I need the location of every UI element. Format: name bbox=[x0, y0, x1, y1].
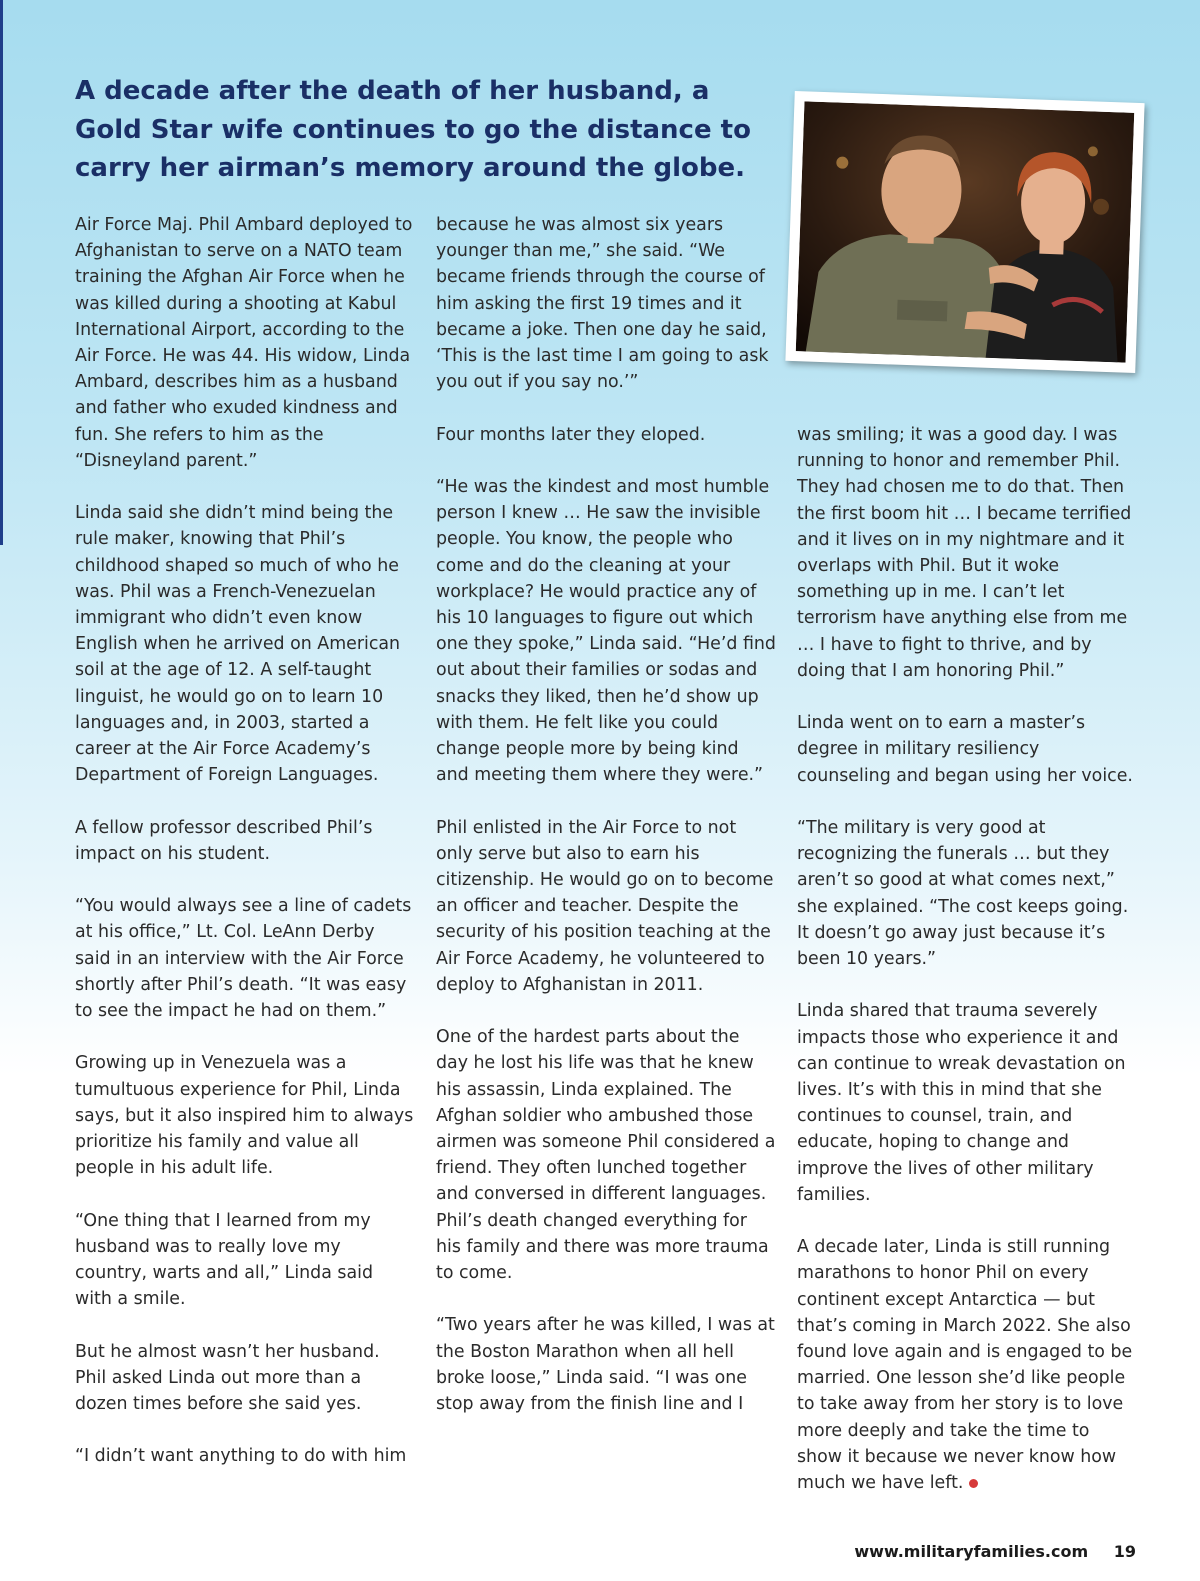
paragraph: Linda said she didn’t mind being the rule maker, knowing that Phil’s childhood shaped so much of who he was. Phil was a French-Venezuelan immigrant who didn’t even know English when he arrived on American soil at the age of 12. A self-taught linguist, he would go on to learn 10 languages and, in 2003, started a career at the Air Force Academy’s Department of Foreign Languages. bbox=[75, 503, 401, 786]
paragraph: A fellow professor described Phil’s impact on his student. bbox=[75, 817, 373, 864]
couple-photo bbox=[785, 91, 1144, 373]
couple-photo-image bbox=[796, 101, 1135, 362]
article-column-1 bbox=[75, 212, 415, 1470]
paragraph: Growing up in Venezuela was a tumultuous experience for Phil, Linda says, but it also inspired him to always prioritize his family and value all people in his adult life. bbox=[75, 1053, 414, 1179]
paragraph: “Two years after he was killed, I was at the Boston Marathon when all hell broke loose,” Linda said. “I was one stop away from the finish line and I bbox=[436, 1315, 775, 1415]
paragraph: “You would always see a line of cadets at his office,” Lt. Col. LeAnn Derby said in an interview with the Air Force shortly after Phil’s death. “It was easy to see the impact he had on them.” bbox=[75, 896, 412, 1022]
left-edge-rule bbox=[0, 0, 3, 545]
paragraph: Air Force Maj. Phil Ambard deployed to Afghanistan to serve on a NATO team training the Afghan Air Force when he was killed during a shooting at Kabul International Airport, according to the Air Force. He was 44. His widow, Linda Ambard, describes him as a husband and father who exuded kindness and fun. She refers to him as the “Disneyland parent.” bbox=[75, 215, 413, 471]
end-of-article-icon bbox=[969, 1479, 978, 1488]
paragraph: “One thing that I learned from my husband was to really love my country, warts and all,” Linda said with a smile. bbox=[75, 1210, 373, 1310]
paragraph: Linda went on to earn a master’s degree in military resiliency counseling and began using her voice. bbox=[797, 713, 1133, 786]
article-column-3 bbox=[797, 422, 1137, 1496]
paragraph: Four months later they eloped. bbox=[436, 424, 706, 445]
footer-url: www.militaryfamilies.com bbox=[854, 1542, 1089, 1561]
paragraph: “The military is very good at recognizing the funerals … but they aren’t so good at what comes next,” she explained. “The cost keeps going. It doesn’t go away just because it’s been 10 years.” bbox=[797, 818, 1129, 970]
article-column-2 bbox=[436, 212, 776, 1417]
paragraph-final bbox=[797, 1234, 1137, 1496]
paragraph: was smiling; it was a good day. I was running to honor and remember Phil. They had chosen me to do that. Then the first boom hit … I became terrified and it lives on in my nightmare and it overlaps with Phil. But it woke something up in me. I can’t let terrorism have anything else from me … I have to fight to thrive, and by doing that I am honoring Phil.” bbox=[797, 425, 1132, 681]
paragraph: because he was almost six years younger than me,” she said. “We became friends through the course of him asking the first 19 times and it became a joke. Then one day he said, ‘This is the last time I am going to ask you out if you say no.’” bbox=[436, 215, 769, 393]
paragraph-final-text: A decade later, Linda is still running marathons to honor Phil on every continent except Antarctica — but that’s coming in March 2022. She also found love again and is engaged to be married. One lesson she’d like people to take away from her story is to love more deeply and take the time to show it because we never know how much we have left. bbox=[797, 1237, 1133, 1494]
paragraph: “He was the kindest and most humble person I knew … He saw the invisible people. You know, the people who come and do the cleaning at your workplace? He would practice any of his 10 languages to figure out which one they spoke,” Linda said. “He’d find out about their families or sodas and snacks they liked, then he’d show up with them. He felt like you could change people more by being kind and meeting them where they were.” bbox=[436, 477, 776, 786]
article-headline: A decade after the death of her husband, a Gold Star wife continues to go the distance to carry her airman’s memory around the globe. bbox=[75, 76, 751, 183]
paragraph: “I didn’t want anything to do with him bbox=[75, 1446, 407, 1467]
paragraph: But he almost wasn’t her husband. Phil asked Linda out more than a dozen times before she said yes. bbox=[75, 1341, 380, 1415]
page-footer bbox=[854, 1542, 1136, 1561]
page-number: 19 bbox=[1113, 1542, 1136, 1561]
paragraph: One of the hardest parts about the day he lost his life was that he knew his assassin, Linda explained. The Afghan soldier who ambushed those airmen was someone Phil considered a friend. They often lunched together and conversed in different languages. Phil’s death changed everything for his family and there was more trauma to come. bbox=[436, 1027, 776, 1284]
paragraph: Linda shared that trauma severely impacts those who experience it and can continue to wreak devastation on lives. It’s with this in mind that she continues to counsel, train, and educate, hoping to change and improve the lives of other military families. bbox=[797, 1001, 1126, 1205]
paragraph: Phil enlisted in the Air Force to not only serve but also to earn his citizenship. He would go on to become an officer and teacher. Despite the security of his position teaching at the Air Force Academy, he volunteered to deploy to Afghanistan in 2011. bbox=[436, 817, 774, 995]
